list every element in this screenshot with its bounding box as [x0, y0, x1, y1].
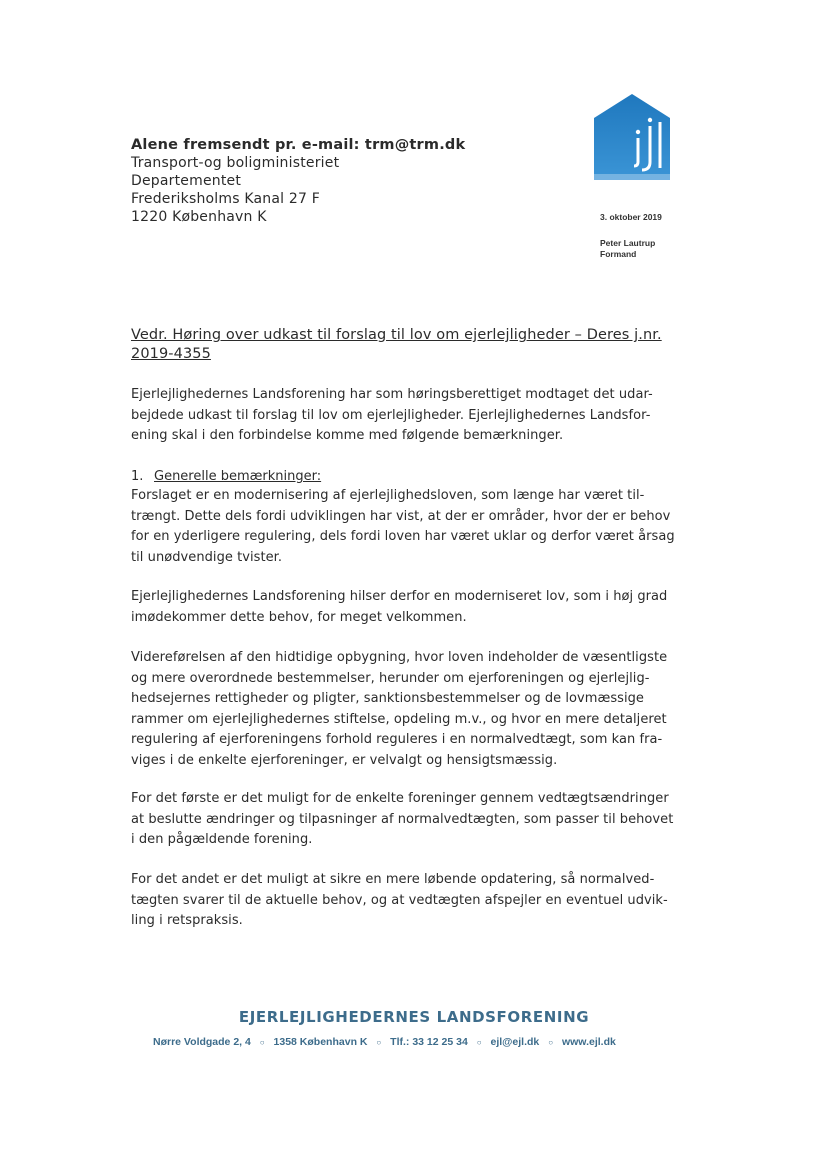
footer-phone: Tlf.: 33 12 25 34: [390, 1036, 468, 1048]
section-number: 1.: [131, 469, 144, 484]
text-line: For det første er det muligt for de enkelte foreninger gennem vedtægtsændringer: [131, 791, 669, 806]
recipient-street: Frederiksholms Kanal 27 F: [131, 191, 320, 207]
text-line: viges i de enkelte ejerforeninger, er velvalgt og hensigtsmæssig.: [131, 752, 558, 768]
recipient-ministry: Transport-og boligministeriet: [131, 155, 340, 171]
text-line: og mere overordnede bestemmelser, herunder om ejerforeningen og ejerlejlig-: [131, 670, 650, 686]
recipient-department: Departementet: [131, 173, 242, 189]
text-line: Forslaget er en modernisering af ejerlejlighedsloven, som længe har været til-: [131, 488, 645, 503]
signer-title: Formand: [600, 249, 637, 259]
footer-web[interactable]: www.ejl.dk: [561, 1036, 616, 1048]
text-line: imødekommer dette behov, for meget velkommen.: [131, 609, 467, 625]
paragraph-1: [131, 486, 701, 568]
subject-line-1: Vedr. Høring over udkast til forslag til lov om ejerlejligheder – Deres j.nr.: [131, 327, 662, 343]
separator-icon: ○: [259, 1037, 265, 1047]
section-heading: [131, 467, 321, 487]
footer-contact-line: [153, 1036, 616, 1048]
text-line: ling i retspraksis.: [131, 913, 243, 928]
signer-name: Peter Lautrup: [600, 238, 656, 248]
footer-organization: EJERLEJLIGHEDERNES LANDSFORENING: [238, 1008, 590, 1026]
letter-subject: [131, 326, 711, 364]
intro-paragraph: [131, 385, 701, 447]
paragraph-4: [131, 789, 701, 851]
letter-date: 3. oktober 2019: [600, 212, 662, 222]
footer-city: 1358 København K: [273, 1036, 368, 1048]
separator-icon: ○: [376, 1037, 382, 1047]
text-line: i den pågældende forening.: [131, 832, 313, 847]
recipient-block: [131, 136, 465, 226]
footer-email[interactable]: ejl@ejl.dk: [490, 1036, 540, 1048]
text-line: ening skal i den forbindelse komme med følgende bemærkninger.: [131, 428, 564, 443]
separator-icon: ○: [476, 1037, 482, 1047]
text-line: Ejerlejlighedernes Landsforening har som høringsberettiget modtaget det udar-: [131, 387, 653, 402]
text-line: til unødvendige tvister.: [131, 549, 283, 565]
section-title: Generelle bemærkninger:: [154, 469, 322, 484]
text-line: regulering af ejerforeningens forhold reguleres i en normalvedtægt, som kan fra-: [131, 732, 663, 747]
text-line: hedsejernes rettigheder og pligter, sanktionsbestemmelser og de lovmæssige: [131, 691, 644, 706]
text-line: For det andet er det muligt at sikre en mere løbende opdatering, så normalved-: [131, 872, 655, 887]
ejl-logo-icon: [590, 92, 674, 184]
text-line: Ejerlejlighedernes Landsforening hilser derfor en moderniseret lov, som i høj grad: [131, 589, 668, 604]
paragraph-3: [131, 648, 701, 771]
delivery-note: Alene fremsendt pr. e-mail: trm@trm.dk: [131, 137, 466, 153]
footer-address: Nørre Voldgade 2, 4: [153, 1036, 251, 1048]
text-line: bejdede udkast til forslag til lov om ejerlejligheder. Ejerlejlighedernes Landsfor-: [131, 407, 651, 423]
subject-line-2: 2019-4355: [131, 346, 211, 362]
paragraph-5: [131, 870, 701, 932]
text-line: trængt. Dette dels fordi udviklingen har vist, at der er områder, hvor der er behov: [131, 508, 671, 524]
separator-icon: ○: [548, 1037, 554, 1047]
text-line: Videreførelsen af den hidtidige opbygning, hvor loven indeholder de væsentligste: [131, 650, 668, 665]
text-line: tægten svarer til de aktuelle behov, og at vedtægten afspejler en eventuel udvik-: [131, 892, 668, 908]
paragraph-2: [131, 587, 701, 628]
text-line: for en yderligere regulering, dels fordi loven har været uklar og derfor været årsag: [131, 529, 675, 544]
recipient-city: 1220 København K: [131, 209, 267, 225]
signer-block: [600, 238, 655, 260]
text-line: rammer om ejerlejlighedernes stiftelse, opdeling m.v., og hvor en mere detaljeret: [131, 711, 667, 727]
text-line: at beslutte ændringer og tilpasninger af normalvedtægten, som passer til behovet: [131, 811, 674, 827]
